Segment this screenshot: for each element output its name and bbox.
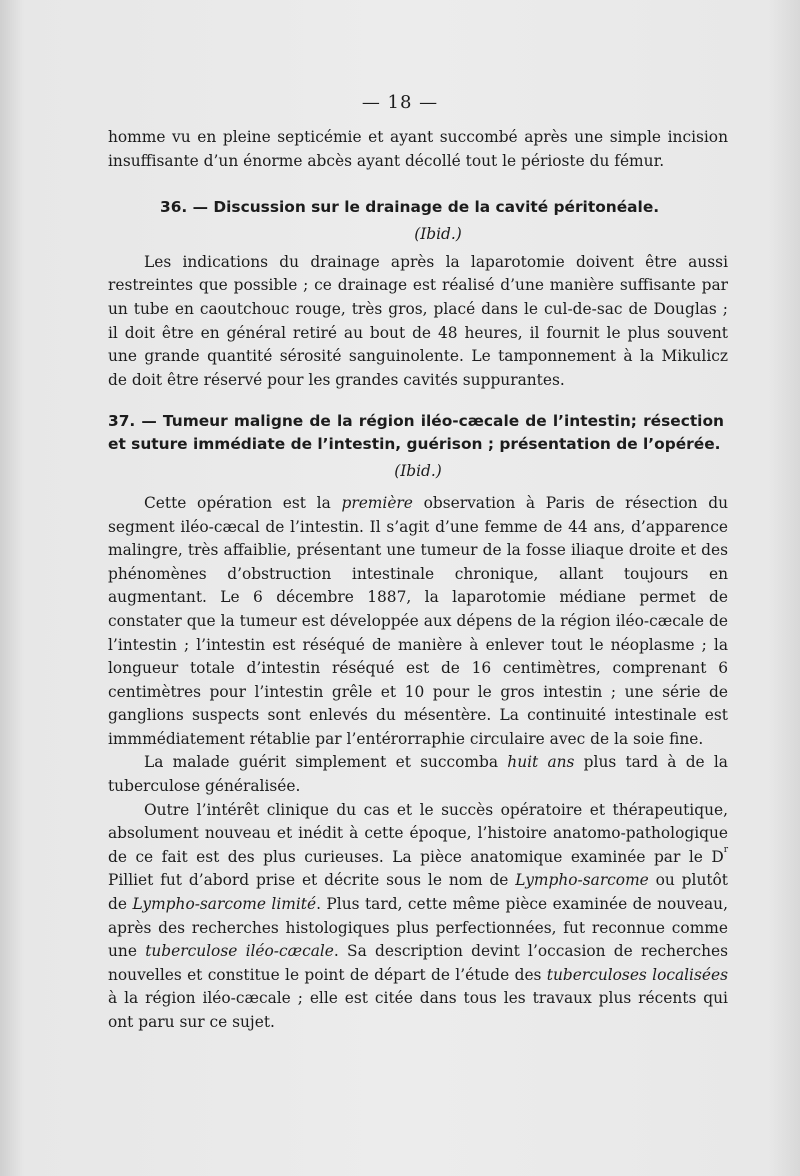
section-36-ibid: (Ibid.) [414, 225, 462, 244]
text-run: plus tard à de la tuberculose généralisée. [108, 753, 728, 796]
text-run: à la région iléo-cæcale ; elle est citée dans tous les travaux plus récents qui ont paru sur ce sujet. [108, 989, 728, 1031]
emphasis-lympho-sarcome-limite: Lympho-sarcome limité [132, 895, 317, 914]
section-37-paragraph-1 [108, 492, 728, 752]
emphasis-lympho-sarcome: Lympho-sarcome [515, 871, 649, 890]
emphasis-tuberculoses-localisees: tuberculoses localisées [546, 965, 728, 984]
section-37-paragraph-2 [108, 751, 728, 798]
text-run: Cette opération est la [144, 493, 342, 512]
text-run: La malade guérit simplement et succomba [144, 753, 508, 772]
section-37-paragraph-3 [108, 799, 728, 1035]
section-37-ibid: (Ibid.) [394, 462, 442, 481]
section-36-paragraph: Les indications du drainage après la laparotomie doivent être aussi restreintes que possible ; ce drainage est réalisé d’une manière suffisante par un tube en caoutchouc rouge, très gros, placé dans le cul-de-sac de Douglas ; il doit être en général retiré au bout de 48 heures, il fournit le plus souvent une grande quantité sérosité sanguinolente. Le tamponnement à la Mikulicz de doit être réservé pour les grandes cavités suppurantes. [108, 252, 728, 389]
emphasis-tuberculose-ileo-caecale: tuberculose iléo-cæcale [145, 942, 334, 961]
text-run: Pilliet fut d’abord prise et décrite sous le nom de [108, 871, 516, 890]
text-run: Outre l’intérêt clinique du cas et le succès opératoire et thérapeutique, absolument nouveau et inédit à cette époque, l’histoire anatomo-pathologique de ce fait est des plus curieuses. La pièce anatomique examinée par le D [108, 800, 728, 866]
section-36-title: 36. — Discussion sur le drainage de la cavité péritonéale. [160, 198, 660, 217]
page-number: — 18 — [361, 92, 439, 113]
section-37-title: 37. — Tumeur maligne de la région iléo-cæcale de l’intestin; résection et suture immédiate de l’intestin, guérison ; présentation de l’opérée. [108, 412, 724, 454]
text-run: ou plutôt de [108, 871, 728, 914]
emphasis-huit-ans: huit ans [507, 753, 575, 772]
intro-paragraph: homme vu en pleine septicémie et ayant succombé après une simple incision insuffisante d’un énorme abcès ayant décollé tout le périoste du fémur. [108, 128, 728, 170]
emphasis-premiere: première [341, 493, 413, 512]
superscript-dr: r [723, 844, 728, 855]
page-content [108, 126, 728, 1035]
text-run: . Plus tard, cette même pièce examinée de nouveau, après des recherches histologiques plus perfectionnées, fut reconnue comme une [108, 895, 728, 961]
text-run: . Sa description devint l’occasion de recherches nouvelles et constitue le point de départ de l’étude des [108, 942, 728, 984]
text-run: observation à Paris de résection du segment iléo-cæcal de l’intestin. Il s’agit d’une femme de 44 ans, d’apparence malingre, très affaiblie, présentant une tumeur de la fosse iliaque droite et des phénomènes d’obstruction intestinale chronique, allant toujours en augmentant. Le 6 décembre 1887, la laparotomie médiane permet de constater que la tumeur est développée aux dépens de la région iléo-cæcale de l’intestin ; l’intestin est réséqué de manière à enlever tout le néoplasme ; la longueur totale d’intestin réséqué est de 16 centimètres, comprenant 6 centimètres pour l’intestin grêle et 10 pour le gros intestin ; une série de ganglions suspects sont enlevés du mésentère. La continuité intestinale est immmédiatement rétablie par l’entérorraphie circulaire avec de la soie fine. [108, 493, 729, 748]
